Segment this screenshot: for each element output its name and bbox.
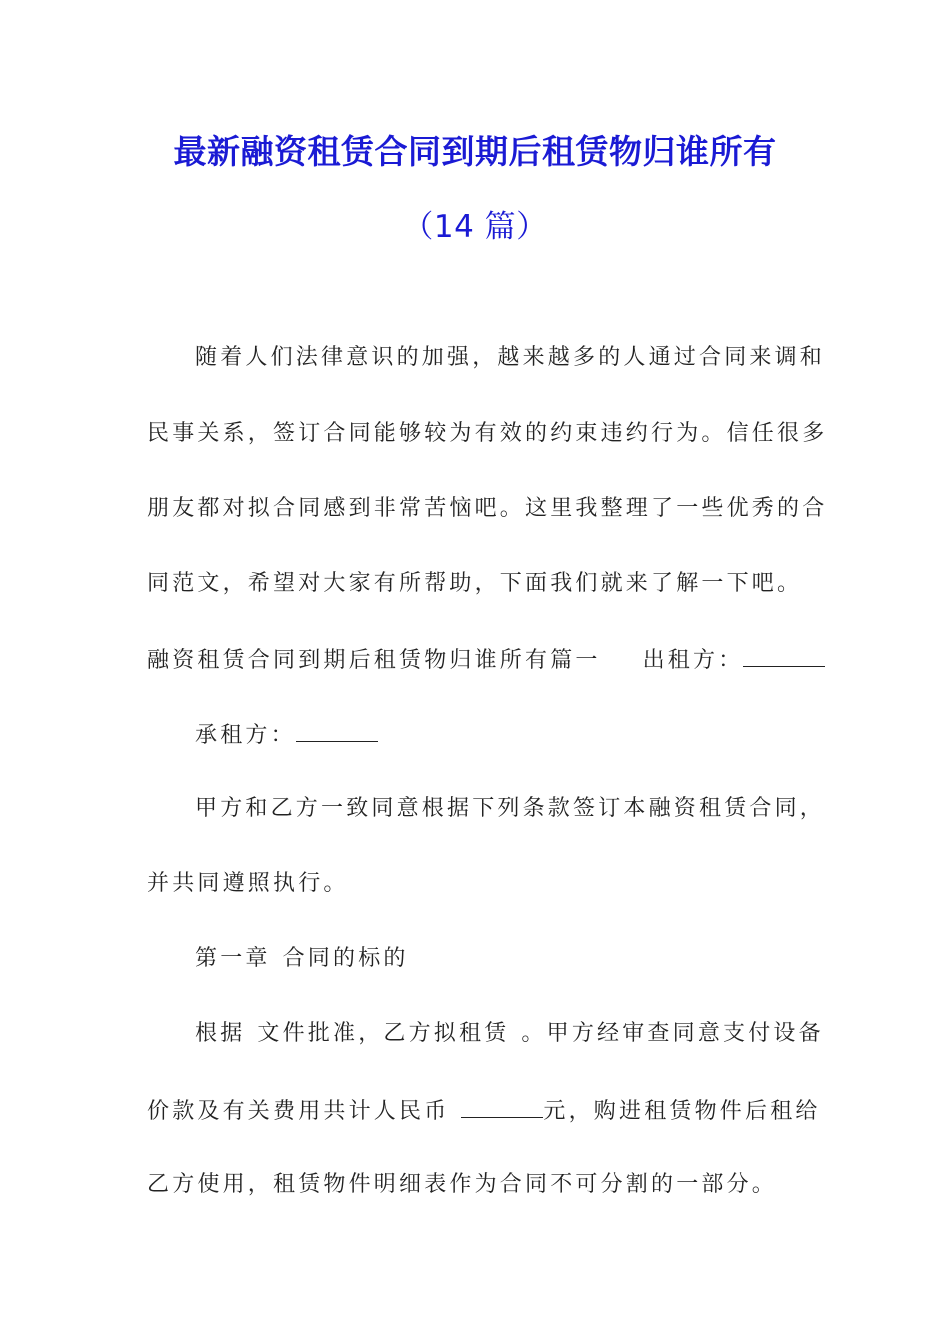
- paragraph-line: [147, 1095, 821, 1127]
- amount-blank: [461, 1095, 543, 1118]
- text-run: 文件批准，乙方拟租赁: [257, 1021, 510, 1046]
- paragraph-line: [195, 1019, 855, 1049]
- lessor-blank: [743, 644, 825, 667]
- section-heading-line: [147, 644, 807, 676]
- section-heading: 融资租赁合同到期后租赁物归谁所有篇一: [147, 648, 601, 673]
- paragraph-line: 甲方和乙方一致同意根据下列条款签订本融资租赁合同，: [195, 796, 826, 821]
- paragraph-line: 乙方使用，租赁物件明细表作为合同不可分割的一部分。: [147, 1172, 778, 1197]
- paragraph-line: 同范文，希望对大家有所帮助，下面我们就来了解一下吧。: [147, 571, 803, 596]
- chapter-title: 合同的标的: [282, 946, 409, 971]
- lessee-label: 承租方：: [195, 723, 296, 748]
- paragraph-line: 随着人们法律意识的加强，越来越多的人通过合同来调和: [195, 345, 826, 370]
- paragraph-line: 朋友都对拟合同感到非常苦恼吧。这里我整理了一些优秀的合: [147, 496, 828, 521]
- document-title: 最新融资租赁合同到期后租赁物归谁所有: [173, 132, 777, 171]
- lessee-blank: [296, 719, 378, 742]
- chapter-label: 第一章: [195, 946, 271, 971]
- lessor-label: 出租方：: [642, 648, 744, 673]
- chapter-heading: [195, 944, 855, 974]
- text-run: 价款及有关费用共计人民币: [147, 1099, 450, 1124]
- text-run: 。甲方经审查同意支付设备: [521, 1021, 824, 1046]
- paragraph-line: 并共同遵照执行。: [147, 871, 349, 896]
- paragraph-line: 民事关系，签订合同能够较为有效的约束违约行为。信任很多: [147, 421, 828, 446]
- text-run: 根据: [195, 1021, 246, 1046]
- text-run: 元，购进租赁物件后租给: [543, 1099, 821, 1124]
- lessee-line: [195, 719, 855, 751]
- document-title-count: （14 篇）: [402, 209, 548, 245]
